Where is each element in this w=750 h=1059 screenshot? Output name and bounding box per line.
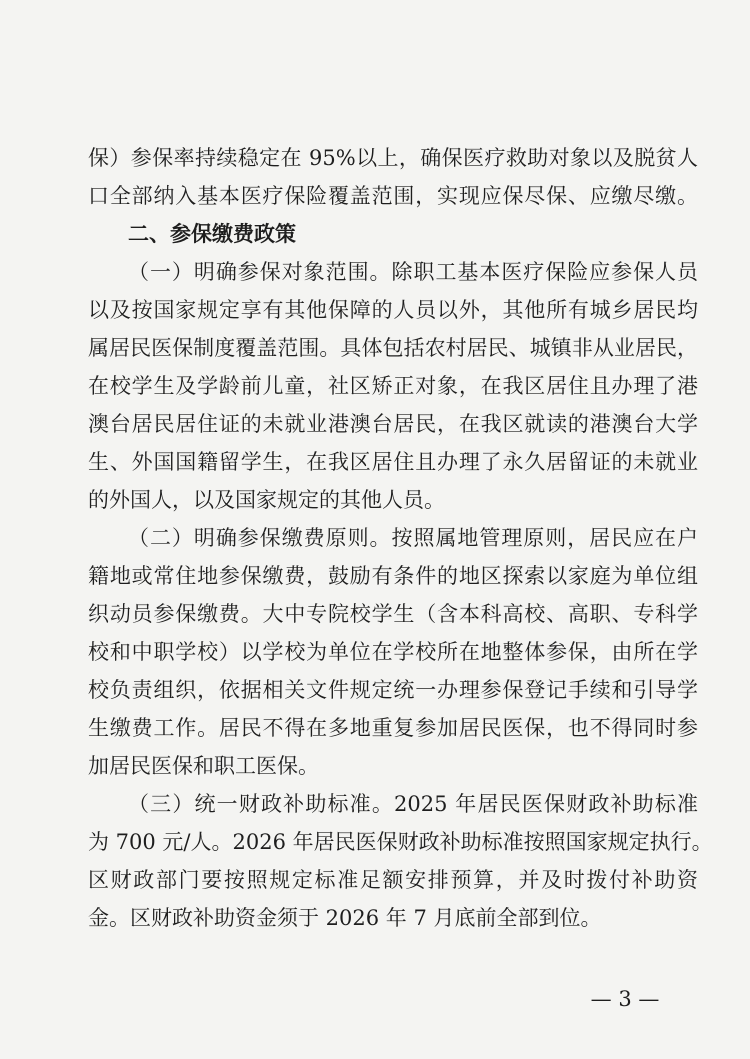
text-line: 在校学生及学龄前儿童，社区矫正对象，在我区居住且办理了港 <box>88 374 698 398</box>
text-line: 加居民医保和职工医保。 <box>88 754 319 778</box>
text-line: 金。区财政补助资金须于 2026 年 7 月底前全部到位。 <box>88 906 602 930</box>
text-line: 籍地或常住地参保缴费，鼓励有条件的地区探索以家庭为单位组 <box>88 564 698 588</box>
text-line: 口全部纳入基本医疗保险覆盖范围，实现应保尽保、应缴尽缴。 <box>88 184 698 208</box>
text-line: 澳台居民居住证的未就业港澳台居民，在我区就读的港澳台大学 <box>88 412 698 436</box>
text-line: （一）明确参保对象范围。除职工基本医疗保险应参保人员 <box>128 260 698 284</box>
page-number: — 3 — <box>590 987 660 1011</box>
text-line: （三）统一财政补助标准。2025 年居民医保财政补助标准 <box>128 792 698 816</box>
text-line: 保）参保率持续稳定在 95%以上，确保医疗救助对象以及脱贫人 <box>88 146 698 170</box>
text-line: 以及按国家规定享有其他保障的人员以外，其他所有城乡居民均 <box>88 298 698 322</box>
section-heading: 二、参保缴费政策 <box>128 222 296 246</box>
text-line: 校和中职学校）以学校为单位在学校所在地整体参保，由所在学 <box>88 640 698 664</box>
text-line: （二）明确参保缴费原则。按照属地管理原则，居民应在户 <box>128 526 698 550</box>
text-line: 的外国人，以及国家规定的其他人员。 <box>88 488 445 512</box>
text-line: 生、外国国籍留学生，在我区居住且办理了永久居留证的未就业 <box>88 450 698 474</box>
text-line: 生缴费工作。居民不得在多地重复参加居民医保，也不得同时参 <box>88 716 698 740</box>
text-line: 织动员参保缴费。大中专院校学生（含本科高校、高职、专科学 <box>88 602 698 626</box>
text-line: 为 700 元/人。2026 年居民医保财政补助标准按照国家规定执行。 <box>88 830 713 854</box>
text-line: 校负责组织，依据相关文件规定统一办理参保登记手续和引导学 <box>88 678 698 702</box>
text-line: 属居民医保制度覆盖范围。具体包括农村居民、城镇非从业居民， <box>88 336 698 360</box>
text-line: 区财政部门要按照规定标准足额安排预算，并及时拨付补助资 <box>88 868 698 892</box>
